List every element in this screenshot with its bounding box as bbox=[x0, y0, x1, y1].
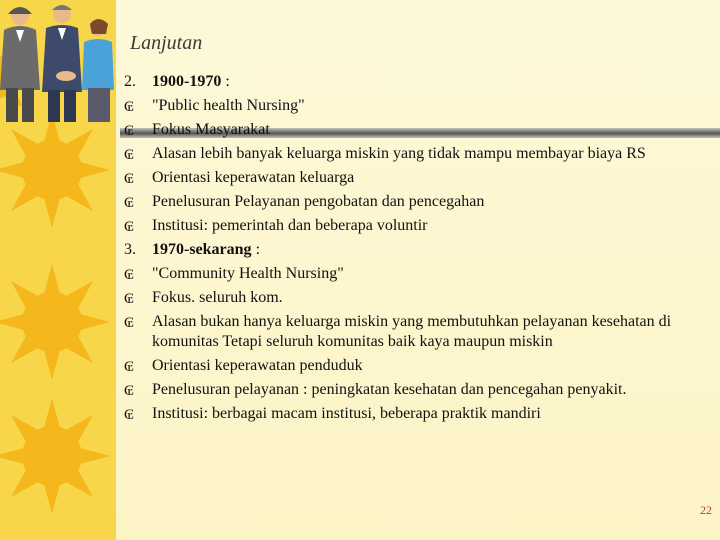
bullet-icon: ₢ bbox=[124, 195, 135, 211]
bullet-text: Orientasi keperawatan keluarga bbox=[152, 169, 355, 186]
heading-suffix: : bbox=[221, 73, 230, 90]
bullet-icon: ₢ bbox=[124, 407, 135, 423]
section-heading: 1970-sekarang bbox=[152, 241, 252, 258]
section-number: 2. bbox=[124, 73, 136, 90]
bullet-icon: ₢ bbox=[124, 383, 135, 399]
bullet-icon: ₢ bbox=[124, 99, 135, 115]
sun-icon bbox=[0, 396, 112, 516]
bullet-text: Penelusuran Pelayanan pengobatan dan pencegahan bbox=[152, 193, 485, 210]
bullet-item bbox=[124, 404, 714, 424]
section-3-heading bbox=[124, 240, 714, 260]
bullet-icon: ₢ bbox=[124, 147, 135, 163]
bullet-text: Institusi: pemerintah dan beberapa voluntir bbox=[152, 217, 428, 234]
bullet-item bbox=[124, 144, 714, 164]
bullet-text: Penelusuran pelayanan : peningkatan kesehatan dan pencegahan penyakit. bbox=[152, 381, 627, 398]
bullet-item bbox=[124, 120, 714, 140]
heading-suffix: : bbox=[251, 241, 261, 258]
slide-content bbox=[124, 72, 714, 428]
bullet-icon: ₢ bbox=[124, 291, 135, 307]
slide-title: Lanjutan bbox=[130, 32, 203, 54]
bullet-text: "Community Health Nursing" bbox=[152, 265, 344, 282]
business-people-handshake-icon bbox=[0, 0, 118, 124]
bullet-text: Orientasi keperawatan penduduk bbox=[152, 357, 363, 374]
bullet-item bbox=[124, 192, 714, 212]
bullet-text: Alasan lebih banyak keluarga miskin yang tidak mampu membayar biaya RS bbox=[152, 145, 646, 162]
section-number: 3. bbox=[124, 241, 136, 258]
bullet-item bbox=[124, 380, 714, 400]
bullet-icon: ₢ bbox=[124, 123, 135, 139]
bullet-text: Institusi: berbagai macam institusi, beberapa praktik mandiri bbox=[152, 405, 541, 422]
sun-icon bbox=[0, 110, 112, 230]
bullet-item bbox=[124, 96, 714, 116]
bullet-text: "Public health Nursing" bbox=[152, 97, 305, 114]
page-number: 22 bbox=[700, 503, 712, 517]
bullet-item bbox=[124, 216, 714, 236]
bullet-icon: ₢ bbox=[124, 171, 135, 187]
bullet-text: Alasan bukan hanya keluarga miskin yang membutuhkan pelayanan kesehatan di komunitas Tetapi seluruh komunitas baik kaya maupun miskin bbox=[152, 313, 672, 350]
bullet-item bbox=[124, 288, 714, 308]
bullet-icon: ₢ bbox=[124, 359, 135, 375]
bullet-icon: ₢ bbox=[124, 315, 135, 331]
section-2-heading bbox=[124, 72, 714, 92]
bullet-item bbox=[124, 264, 714, 284]
bullet-item bbox=[124, 356, 714, 376]
bullet-icon: ₢ bbox=[124, 267, 135, 283]
bullet-item bbox=[124, 312, 714, 352]
bullet-text: Fokus. seluruh kom. bbox=[152, 289, 283, 306]
sun-icon bbox=[0, 262, 112, 382]
bullet-icon: ₢ bbox=[124, 219, 135, 235]
section-heading: 1900-1970 bbox=[152, 73, 222, 90]
bullet-text: Fokus Masyarakat bbox=[152, 121, 270, 138]
bullet-item bbox=[124, 168, 714, 188]
